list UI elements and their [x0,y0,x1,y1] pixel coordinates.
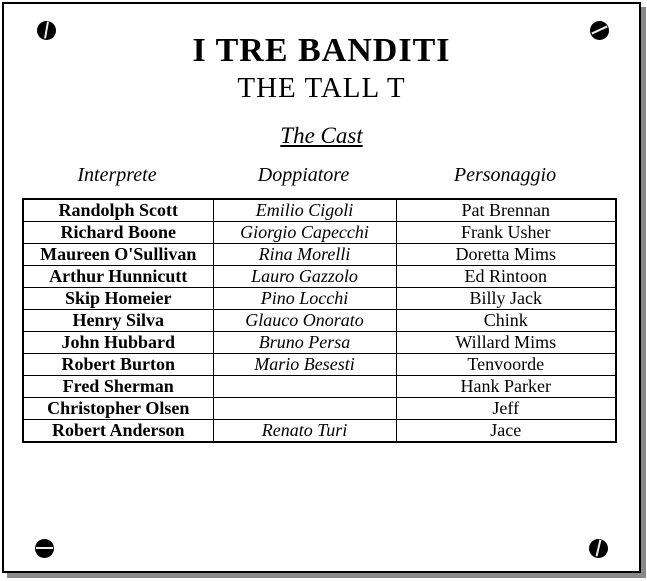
actor-name: Randolph Scott [23,199,213,222]
voice-actor-name: Giorgio Capecchi [213,222,396,244]
character-name: Doretta Mims [396,244,616,266]
voice-actor-name: Bruno Persa [213,332,396,354]
character-name: Pat Brennan [396,199,616,222]
cast-row [23,310,616,332]
screw-bottom-left-icon [35,539,54,558]
cast-row [23,244,616,266]
actor-name: John Hubbard [23,332,213,354]
character-name: Hank Parker [396,376,616,398]
voice-actor-name: Lauro Gazzolo [213,266,396,288]
character-name: Frank Usher [396,222,616,244]
section-heading [4,123,639,149]
character-name: Willard Mims [396,332,616,354]
actor-name: Richard Boone [23,222,213,244]
voice-actor-name [213,376,396,398]
cast-table [22,198,617,443]
column-header-doppiatore: Doppiatore [257,164,350,186]
voice-actor-name: Glauco Onorato [213,310,396,332]
page-title: I TRE BANDITI [192,32,451,69]
cast-row [23,288,616,310]
actor-name: Skip Homeier [23,288,213,310]
voice-actor-name: Rina Morelli [213,244,396,266]
actor-name: Robert Anderson [23,420,213,443]
cast-row [23,266,616,288]
character-name: Chink [396,310,616,332]
actor-name: Fred Sherman [23,376,213,398]
cast-row [23,398,616,420]
voice-actor-name: Renato Turi [213,420,396,443]
screw-bottom-right-icon [589,539,608,558]
character-name: Billy Jack [396,288,616,310]
column-header-personaggio: Personaggio [453,164,557,186]
cast-row [23,354,616,376]
cast-row [23,222,616,244]
character-name: Jeff [396,398,616,420]
character-name: Tenvoorde [396,354,616,376]
voice-actor-name: Mario Besesti [213,354,396,376]
actor-name: Arthur Hunnicutt [23,266,213,288]
voice-actor-name: Pino Locchi [213,288,396,310]
cast-row [23,420,616,443]
document-page [2,2,641,573]
voice-actor-name [213,398,396,420]
cast-row [23,376,616,398]
character-name: Jace [396,420,616,443]
actor-name: Maureen O'Sullivan [23,244,213,266]
actor-name: Christopher Olsen [23,398,213,420]
cast-row [23,332,616,354]
column-header-interprete: Interprete [77,164,157,186]
cast-row [23,199,616,222]
column-headers [22,164,615,187]
actor-name: Henry Silva [23,310,213,332]
page-subtitle: THE TALL T [237,72,406,104]
voice-actor-name: Emilio Cigoli [213,199,396,222]
character-name: Ed Rintoon [396,266,616,288]
section-heading-text: The Cast [280,123,363,148]
actor-name: Robert Burton [23,354,213,376]
